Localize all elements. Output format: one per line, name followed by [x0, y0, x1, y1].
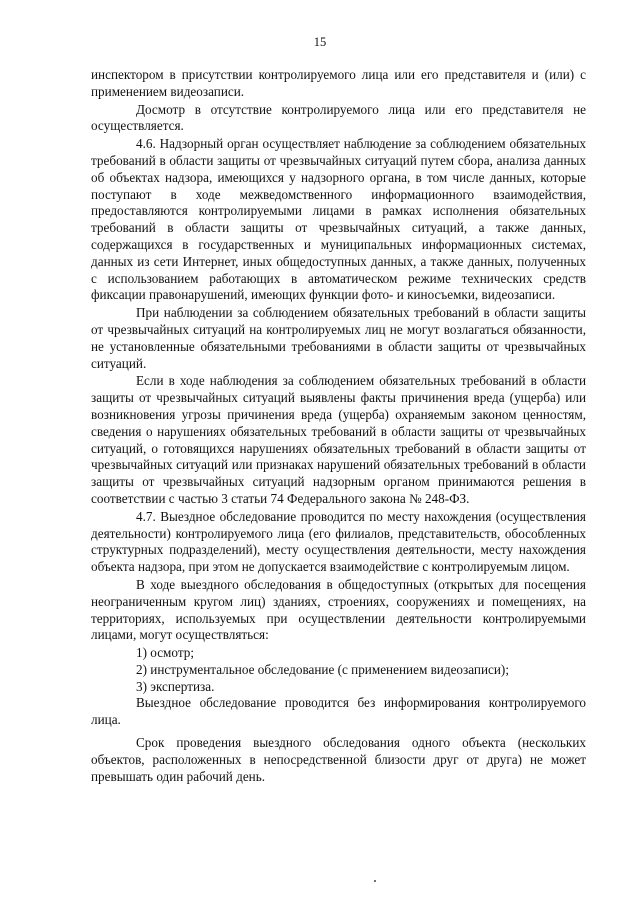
paragraph: Если в ходе наблюдения за соблюдением обязательных требований в области защиты от чрезвычайных ситуаций выявлены факты причинения вреда (ущерба) или возникновения угрозы причинения вреда (ущерба) охраняемым законом ценностям, сведения о нарушениях обязательных требований в области защиты от чрезвычайных ситуаций, о готовящихся нарушениях обязательных требований в области защиты от чрезвычайных ситуаций или признаках нарушений обязательных требований в области защиты от чрезвычайных ситуаций надзорным органом принимаются решения в соответствии с частью 3 статьи 74 Федерального закона № 248-ФЗ.: [91, 373, 586, 506]
paragraph: Выездное обследование проводится без информирования контролируемого лица.: [91, 695, 586, 728]
paragraph-section-4-6: 4.6. Надзорный орган осуществляет наблюдение за соблюдением обязательных требований в области защиты от чрезвычайных ситуаций путем сбора, анализа данных об объектах надзора, имеющихся у надзорного органа, в том числе данных, которые поступают в ходе межведомственного информационного взаимодействия, предоставляются контролируемыми лицами в рамках исполнения обязательных требований в области защиты от чрезвычайных ситуаций, а также данных, содержащихся в государственных и муниципальных информационных системах, данных из сети Интернет, иных общедоступных данных, а также данных, полученных с использованием работающих в автоматическом режиме технических средств фиксации правонарушений, имеющих функции фото- и киносъемки, видеозаписи.: [91, 136, 586, 303]
inspection-actions-list: [91, 645, 586, 695]
list-item: 2) инструментальное обследование (с применением видеозаписи);: [136, 661, 509, 677]
paragraph: В ходе выездного обследования в общедоступных (открытых для посещения неограниченным кругом лиц) зданиях, строениях, сооружениях и помещениях, на территориях, используемых при осуществлении деятельности контролируемыми лицами, могут осуществляться:: [91, 576, 586, 643]
paragraph: При наблюдении за соблюдением обязательных требований в области защиты от чрезвычайных ситуаций на контролируемых лиц не могут возлагаться обязанности, не установленные обязательными требованиями в области защиты от чрезвычайных ситуаций.: [91, 305, 586, 371]
scan-artifact-dot: [374, 880, 376, 882]
paragraph-section-4-7: 4.7. Выездное обследование проводится по месту нахождения (осуществления деятельности) контролируемого лица (его филиалов, представительств, обособленных структурных подразделений), месту осуществления деятельности, месту нахождения объекта надзора, при этом не допускается взаимодействие с контролируемым лицом.: [91, 508, 586, 575]
paragraph: Досмотр в отсутствие контролируемого лица или его представителя не осуществляется.: [91, 101, 586, 134]
list-item: 1) осмотр;: [136, 645, 195, 661]
page-number: 15: [313, 35, 327, 49]
paragraph: инспектором в присутствии контролируемого лица или его представителя и (или) с применением видеозаписи.: [91, 67, 586, 99]
body-text: [91, 67, 586, 786]
paragraph: Срок проведения выездного обследования одного объекта (нескольких объектов, расположенных в непосредственной близости друг от друга) не может превышать один рабочий день.: [91, 735, 586, 784]
list-item: 3) экспертиза.: [136, 678, 215, 694]
